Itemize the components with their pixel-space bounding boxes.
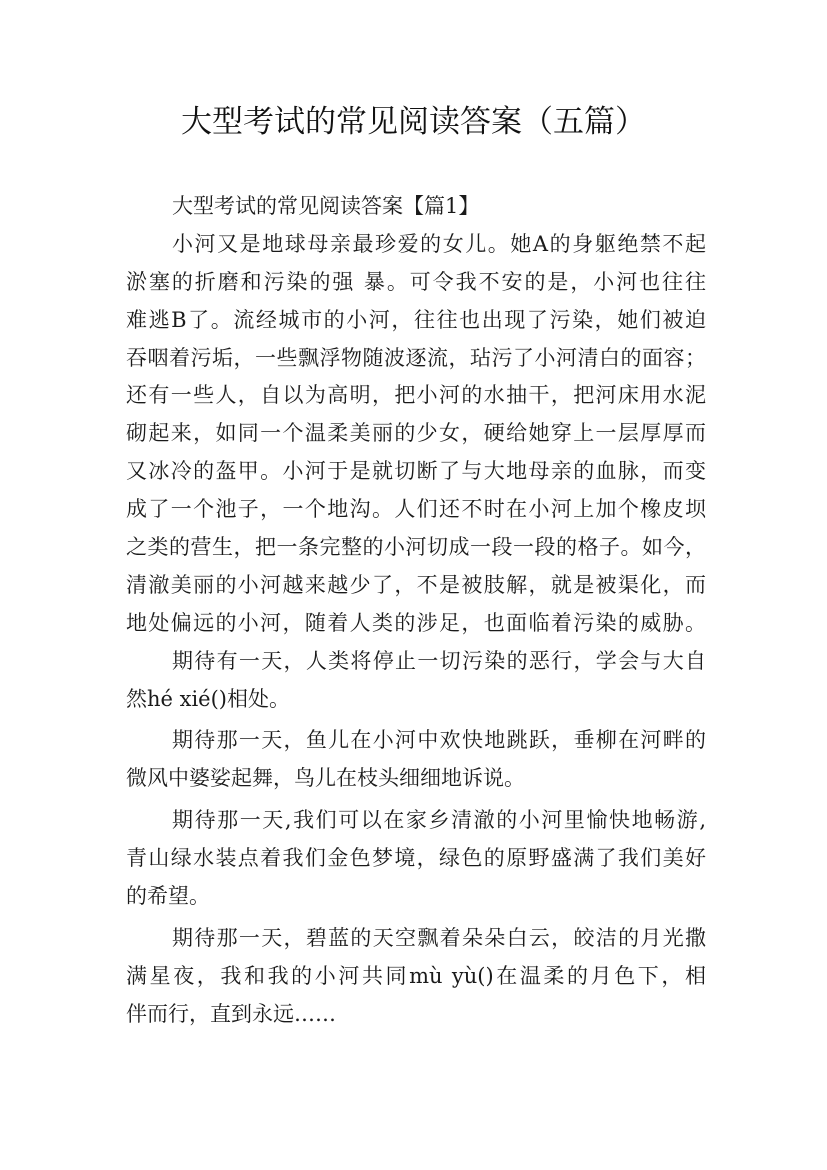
paragraph-line: 小河又是地球母亲最珍爱的女儿。她A的身躯绝禁不起 xyxy=(172,231,706,256)
paragraph xyxy=(126,920,706,1034)
document-title: 大型考试的常见阅读答案（五篇） xyxy=(181,104,646,140)
paragraph-line: 成了一个池子，一个地沟。人们还不时在小河上加个橡皮坝 xyxy=(126,497,706,522)
paragraph-line: 吞咽着污垢，一些飘浮物随波逐流，玷污了小河清白的面容； xyxy=(126,345,706,370)
paragraph xyxy=(126,226,706,643)
paragraph-line: 满星夜，我和我的小河共同mù yù()在温柔的月色下，相 xyxy=(126,963,706,988)
paragraph-line: 之类的营生，把一条完整的小河切成一段一段的格子。如今， xyxy=(126,535,706,560)
paragraph-line: 淤塞的折磨和污染的强 暴。可令我不安的是，小河也往往 xyxy=(126,269,706,294)
paragraph-line: 期待那一天，碧蓝的天空飘着朵朵白云，皎洁的月光撒 xyxy=(172,925,706,950)
paragraph-line: 又冰冷的盔甲。小河于是就切断了与大地母亲的血脉，而变 xyxy=(126,459,706,484)
paragraph-line: 期待那一天，鱼儿在小河中欢快地跳跃，垂柳在河畔的 xyxy=(172,728,706,753)
document-body xyxy=(126,188,706,1034)
paragraph xyxy=(126,643,706,719)
paragraph-line: 期待那一天,我们可以在家乡清澈的小河里愉快地畅游, xyxy=(172,808,706,833)
paragraph-line: 砌起来，如同一个温柔美丽的少女，硬给她穿上一层厚厚而 xyxy=(126,421,706,446)
paragraph-line: 的希望。 xyxy=(126,884,210,909)
paragraph-line: 微风中婆娑起舞，鸟儿在枝头细细地诉说。 xyxy=(126,766,525,791)
paragraph-line: 然hé xié()相处。 xyxy=(126,686,291,711)
paragraph-line: 期待有一天，人类将停止一切污染的恶行，学会与大自 xyxy=(172,648,706,673)
paragraph-line: 还有一些人，自以为高明，把小河的水抽干，把河床用水泥 xyxy=(126,383,706,408)
paragraph-line: 难逃B了。流经城市的小河，往往也出现了污染，她们被迫 xyxy=(126,307,706,332)
paragraph-line: 地处偏远的小河，随着人类的涉足，也面临着污染的威胁。 xyxy=(126,610,706,635)
paragraph xyxy=(126,722,706,798)
paragraph-line: 清澈美丽的小河越来越少了，不是被肢解，就是被渠化，而 xyxy=(126,572,706,597)
paragraph-line: 伴而行，直到永远…… xyxy=(126,1001,336,1026)
section-heading: 大型考试的常见阅读答案【篇1】 xyxy=(172,194,480,218)
paragraph xyxy=(126,802,706,916)
paragraph-line: 青山绿水装点着我们金色梦境，绿色的原野盛满了我们美好 xyxy=(126,846,706,871)
